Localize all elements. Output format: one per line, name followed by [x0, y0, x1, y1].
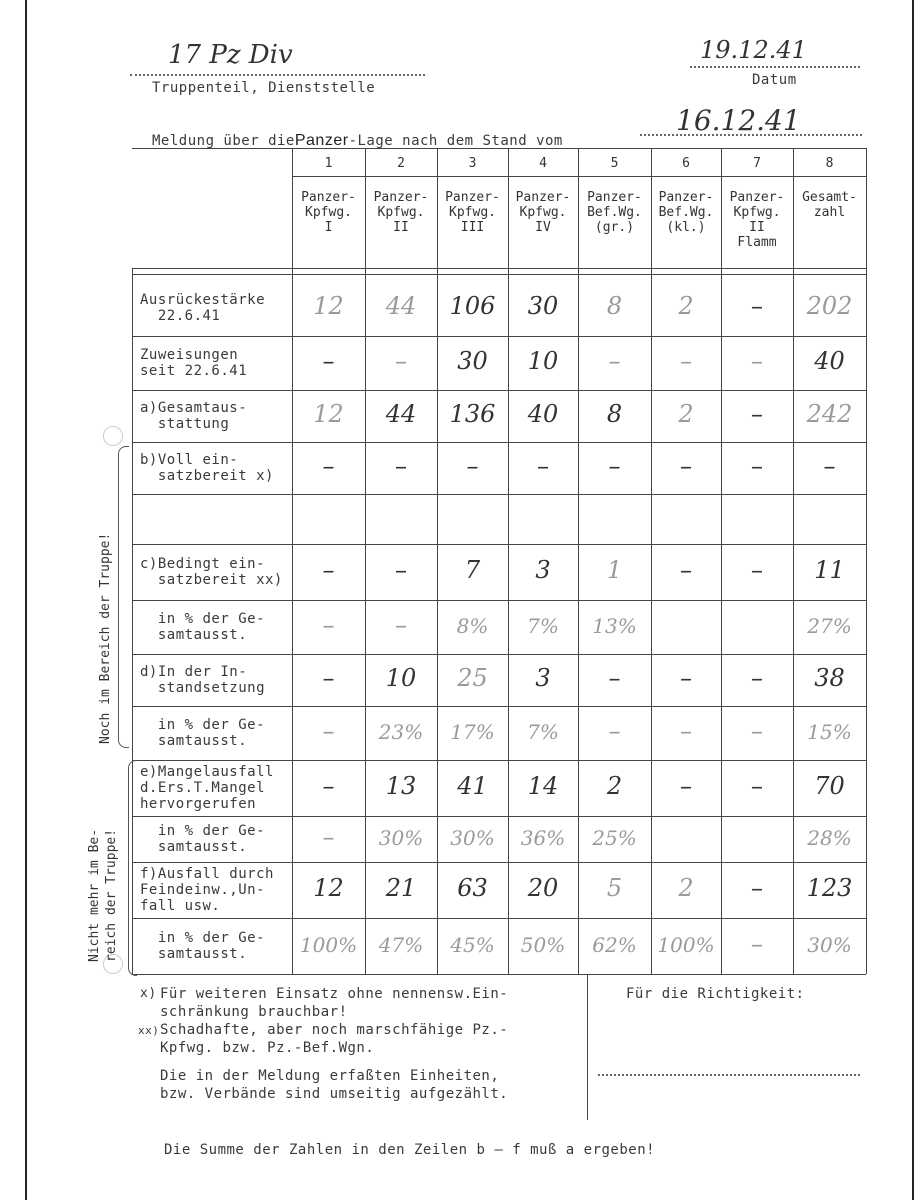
table-cell: 40 [814, 347, 845, 375]
table-cell: 11 [814, 556, 845, 584]
column-header: IV [535, 220, 551, 235]
table-cell: 13 [385, 772, 417, 800]
table-cell: 7% [527, 614, 559, 638]
unit-label: Truppenteil, Dienststelle [152, 80, 376, 96]
table-cell: 45% [450, 933, 495, 957]
table-cell: – [608, 347, 621, 375]
unit-name: 17 Pz Div [168, 40, 293, 70]
table-cell: – [322, 556, 335, 584]
table-cell: – [751, 452, 763, 480]
table-cell: – [608, 452, 621, 480]
column-header: Gesamt- [802, 190, 857, 205]
table-cell: – [466, 452, 479, 480]
table-cell: 8% [456, 614, 489, 638]
table-cell: – [395, 611, 407, 639]
table-cell: – [322, 772, 335, 800]
table-cell: – [751, 556, 763, 584]
table-cell: 7% [527, 720, 559, 744]
table-cell: 41 [457, 772, 488, 800]
table-cell: – [751, 400, 763, 428]
table-cell: 242 [806, 400, 853, 428]
table-cell: – [395, 347, 407, 375]
date-dotline [690, 66, 860, 68]
row-line [132, 390, 866, 391]
column-header: II [749, 220, 765, 235]
table-cell: 8 [606, 292, 623, 320]
row-label: f)Ausfall durch [140, 866, 274, 882]
footnote-xx-line2: Kpfwg. bzw. Pz.-Bef.Wgn. [160, 1040, 375, 1056]
table-cell: 44 [385, 400, 417, 428]
row-line [132, 862, 866, 863]
table-cell: 30 [527, 292, 559, 320]
side-label-inside: Noch im Bereich der Truppe! [98, 532, 113, 744]
table-cell: 17% [450, 720, 495, 744]
table-cell: – [680, 664, 692, 692]
row-label: a)Gesamtaus- [140, 400, 248, 416]
column-header: Kpfwg. [519, 205, 567, 220]
row-label: 22.6.41 [140, 308, 221, 324]
table-cell: 2 [678, 292, 694, 320]
table-cell: 10 [527, 347, 559, 375]
column-number: 8 [825, 156, 834, 171]
column-header: I [324, 220, 333, 235]
row-label: in % der Ge- [140, 717, 266, 733]
column-header: Kpfwg. [305, 205, 352, 220]
table-cell: 30 [457, 347, 488, 375]
column-header: Flamm [737, 235, 777, 250]
stand-date: 16.12.41 [676, 104, 801, 137]
footnote-x-mark: x) [140, 986, 157, 1001]
row-line [132, 918, 866, 919]
row-label: satzbereit xx) [140, 572, 283, 588]
footnote-x-line1: Für weiteren Einsatz ohne nennensw.Ein- [160, 986, 509, 1002]
row-label: b)Voll ein- [140, 452, 239, 468]
row-line [132, 600, 866, 601]
table-cell: 2 [678, 874, 694, 902]
row-label: Zuweisungen [140, 347, 239, 363]
table-cell: 21 [385, 874, 417, 902]
row-line [132, 706, 866, 707]
table-cell: 14 [527, 772, 559, 800]
table-cell: 106 [449, 292, 496, 320]
table-cell: 5 [606, 874, 623, 902]
table-cell: 23% [378, 720, 424, 744]
table-cell: – [322, 664, 335, 692]
report-prefix: Meldung über die [152, 133, 295, 149]
table-cell: 25 [457, 664, 488, 692]
table-cell: 30% [807, 933, 852, 957]
row-line [132, 336, 866, 337]
column-header: Kpfwg. [733, 205, 781, 220]
table-cell: 50% [520, 933, 566, 957]
column-number: 5 [610, 156, 619, 171]
table-cell: 136 [449, 400, 496, 428]
header-double-line [132, 274, 866, 275]
table-cell: 30% [378, 826, 424, 850]
sum-note: Die Summe der Zahlen in den Zeilen b – f muß a ergeben! [164, 1142, 656, 1158]
table-cell: – [322, 452, 335, 480]
side-label-outside-1: Nicht mehr im Be- [87, 828, 102, 962]
table-cell: 123 [806, 874, 853, 902]
table-cell: 15% [807, 720, 852, 744]
column-header: Panzer- [729, 190, 785, 205]
row-label: stattung [140, 416, 230, 432]
column-number: 2 [397, 156, 405, 171]
row-label: hervorgerufen [140, 796, 257, 812]
table-cell: – [751, 874, 763, 902]
table-cell: – [608, 717, 621, 745]
column-header: Panzer- [301, 190, 356, 205]
column-header: Panzer- [445, 190, 500, 205]
table-cell: 62% [592, 933, 637, 957]
table-cell: – [680, 556, 692, 584]
table-cell: 36% [520, 826, 566, 850]
table-cell: 3 [535, 664, 551, 692]
row-label: standsetzung [140, 680, 266, 696]
table-cell: – [395, 556, 407, 584]
column-header: zahl [813, 205, 846, 220]
table-cell: 10 [385, 664, 417, 692]
row-label: samtausst. [140, 627, 248, 643]
column-number: 7 [753, 156, 761, 171]
row-line [132, 442, 866, 443]
row-label: samtausst. [140, 733, 248, 749]
unit-dotline [130, 74, 425, 76]
table-cell: 100% [299, 933, 358, 957]
row-label: in % der Ge- [140, 930, 266, 946]
page-left-edge [25, 0, 27, 1200]
table-cell: 8 [606, 400, 623, 428]
table-cell: – [322, 611, 335, 639]
footer-divider [587, 974, 588, 1120]
column-number: 6 [682, 156, 690, 171]
row-line [132, 544, 866, 545]
page-right-edge [912, 0, 914, 1200]
report-date: 19.12.41 [700, 36, 807, 64]
column-header: Panzer- [373, 190, 429, 205]
table-cell: 30% [450, 826, 495, 850]
column-number: 3 [468, 156, 477, 171]
table-cell: 20 [527, 874, 559, 902]
table-cell: 27% [807, 614, 852, 638]
table-cell: – [680, 347, 692, 375]
row-line [132, 974, 866, 975]
table-cell: – [823, 452, 836, 480]
table-cell: – [751, 347, 763, 375]
table-cell: – [751, 292, 763, 320]
side-label-outside-2: reich der Truppe! [104, 828, 119, 962]
table-cell: – [680, 717, 692, 745]
row-label: e)Mangelausfall [140, 764, 274, 780]
table-cell: – [322, 347, 335, 375]
footnote-xx-line1: Schadhafte, aber noch marschfähige Pz.- [160, 1022, 509, 1038]
row-label: Ausrückestärke [140, 292, 266, 308]
table-cell: 12 [313, 874, 344, 902]
table-cell: 7 [464, 556, 481, 584]
table-cell: 70 [814, 772, 845, 800]
column-header: Bef.Wg. [658, 205, 714, 220]
table-cell: 13% [592, 614, 637, 638]
row-label: d.Ers.T.Mangel [140, 780, 266, 796]
table-cell: 12 [313, 292, 344, 320]
table-cell: 44 [385, 292, 417, 320]
table-cell: – [751, 717, 763, 745]
table-cell: 63 [457, 874, 488, 902]
column-header: II [393, 220, 409, 235]
row-line [132, 816, 866, 817]
column-header: Panzer- [515, 190, 571, 205]
row-label: in % der Ge- [140, 611, 266, 627]
table-cell: 38 [814, 664, 845, 692]
table-cell: 2 [678, 400, 694, 428]
footnote-xx-mark: xx) [138, 1024, 160, 1037]
report-word: Panzer [294, 132, 349, 149]
table-cell: 40 [527, 400, 559, 428]
row-label: samtausst. [140, 839, 248, 855]
row-label: seit 22.6.41 [140, 363, 248, 379]
table-cell: – [680, 772, 692, 800]
table-cell: 3 [535, 556, 551, 584]
row-label: d)In der In- [140, 664, 248, 680]
table-cell: – [751, 930, 763, 958]
units-note-line2: bzw. Verbände sind umseitig aufgezählt. [160, 1086, 509, 1102]
table-cell: 28% [807, 826, 852, 850]
table-cell: – [608, 664, 621, 692]
row-label: samtausst. [140, 946, 248, 962]
column-number: 4 [539, 156, 547, 171]
brace-outside [128, 760, 137, 976]
table-cell: – [751, 664, 763, 692]
column-number-line [292, 176, 866, 177]
column-header: III [460, 220, 485, 235]
table-cell: 1 [606, 556, 623, 584]
column-header: (gr.) [594, 220, 635, 235]
header-bottom-line [132, 268, 866, 269]
table-cell: – [322, 717, 335, 745]
table-cell: – [680, 452, 692, 480]
column-header: Bef.Wg. [587, 205, 642, 220]
row-label: fall usw. [140, 898, 221, 914]
row-label: Feindeinw.,Un- [140, 882, 266, 898]
table-cell: – [395, 452, 407, 480]
table-cell: 202 [806, 292, 853, 320]
column-header: (kl.) [666, 220, 706, 235]
footnote-x-line2: schränkung brauchbar! [160, 1004, 348, 1020]
table-cell: – [537, 452, 549, 480]
brace-inside [118, 446, 129, 748]
table-cell: 12 [313, 400, 344, 428]
date-label: Datum [752, 72, 797, 88]
column-header: Panzer- [658, 190, 714, 205]
table-cell: – [322, 823, 335, 851]
table-top-line [132, 148, 866, 149]
column-line [866, 148, 867, 974]
table-cell: 100% [657, 933, 715, 957]
units-note-line1: Die in der Meldung erfaßten Einheiten, [160, 1068, 500, 1084]
table-cell: 47% [378, 933, 424, 957]
correctness-label: Für die Richtigkeit: [626, 986, 805, 1002]
punch-hole-top [103, 426, 123, 446]
row-line [132, 494, 866, 495]
column-number: 1 [324, 156, 333, 171]
report-suffix: -Lage nach dem Stand vom [348, 133, 563, 149]
signature-dotline [598, 1074, 860, 1076]
table-cell: 2 [606, 772, 623, 800]
stand-dotline [640, 134, 862, 136]
column-header: Kpfwg. [449, 205, 496, 220]
column-header: Kpfwg. [377, 205, 425, 220]
table-cell: 25% [592, 826, 637, 850]
column-header: Panzer- [587, 190, 642, 205]
table-cell: – [751, 772, 763, 800]
row-label: in % der Ge- [140, 823, 266, 839]
row-line [132, 760, 866, 761]
row-label: satzbereit x) [140, 468, 274, 484]
row-label: c)Bedingt ein- [140, 556, 266, 572]
row-line [132, 654, 866, 655]
